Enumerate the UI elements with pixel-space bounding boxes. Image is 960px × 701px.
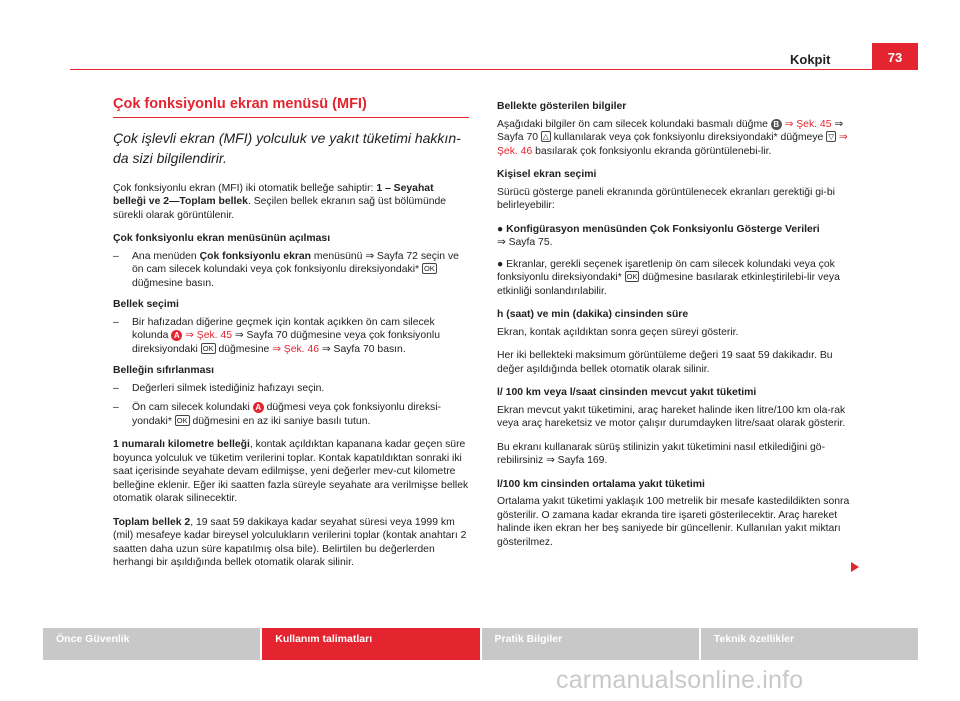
ok-key-icon: OK <box>202 343 214 353</box>
section-title: Çok fonksiyonlu ekran menüsü (MFI) <box>113 98 469 118</box>
current-fuel-paragraph-2: Bu ekranı kullanarak sürüş stilinizin yakıt tüketimini nasıl etkilediğini gö-rebilirsiniz ⇒ Sayfa 169. <box>497 441 826 466</box>
intro-paragraph: Çok fonksiyonlu ekran (MFI) iki otomatik belleğe sahiptir: 1 – Seyahat belleği ve 2—Toplam bellek. Seçilen bellek ekranın sağ üst bölümünde sürekli olarak görüntülenir. <box>113 182 447 221</box>
step-open-menu: – Ana menüden Çok fonksiyonlu ekran menüsünü ⇒ Sayfa 72 seçin ve ön cam silecek kolundaki veya çok fonksiyonlu direksiyondaki* OK düğmesine basın. <box>113 250 459 289</box>
current-fuel-paragraph-1: Ekran mevcut yakıt tüketimini, araç hareket halinde iken litre/100 km ola-rak veya araç hareketsiz ve motor çalışır durumdayken litre/saat olarak gösterir. <box>497 404 846 429</box>
page-number: 73 <box>872 43 918 70</box>
total-memory-paragraph: Toplam bellek 2, 19 saat 59 dakikaya kadar seyahat süresi veya 1999 km (mil) mesafeye kadar bireysel yolculukların verilerini toplar (kontak anahtarı 2 saatten daha uzun süre kapatılmış olsa bile). Belirtilen bu değerlerden herhangi bir aşıldığında bellek otomatik olarak silinir. <box>113 516 467 568</box>
tab-operation[interactable]: Kullanım talimatları <box>262 628 479 660</box>
bullet-config-menu: ● Konfigürasyon menüsünden Çok Fonksiyonlu Gösterge Verileri ⇒ Sayfa 75. <box>497 223 820 248</box>
right-column <box>497 100 859 559</box>
heading-memory-reset: Belleğin sıfırlanması <box>113 365 215 376</box>
tab-practical[interactable]: Pratik Bilgiler <box>482 628 699 660</box>
figure-ref-link[interactable]: ⇒ Şek. 45 <box>182 330 233 341</box>
left-column <box>113 98 469 580</box>
ok-key-icon: OK <box>176 415 188 425</box>
heading-duration: h (saat) ve min (dakika) cinsinden süre <box>497 309 689 320</box>
bullet-activate-screens: ● Ekranlar, gerekli seçenek işaretlenip ön cam silecek kolundaki veya çok fonksiyonlu direksiyondaki* OK düğmesine basılarak etkinleştirilebi-lir veya etkinliği sonlandırılabilir. <box>497 258 840 297</box>
chapter-title: Kokpit <box>790 52 831 67</box>
duration-paragraph-2: Her iki bellekteki maksimum görüntüleme değeri 19 saat 59 dakikadır. Bu değer aşıldığında bellek otomatik olarak silinir. <box>497 350 833 375</box>
up-key-icon: △ <box>542 132 549 141</box>
figure-ref-link[interactable]: ⇒ Şek. 46 <box>497 132 848 157</box>
bullet-icon: ● <box>497 258 504 270</box>
duration-paragraph-1: Ekran, kontak açıldıktan sonra geçen süreyi gösterir. <box>497 326 739 338</box>
trip-memory-paragraph: 1 numaralı kilometre belleği, kontak açıldıktan kapanana kadar geçen süre boyunca yolculuk ve tüketim verilerini toplar. Kontak kapatıldıktan sonraki iki saat içerisinde seyahate devam edilmişse, yeni değerler mev-cut kilometre belleğine eklenir. Eğer iki saatten fazla süreyle seyahate ara verilmişse bellek otomatik olarak silinecektir. <box>113 439 469 504</box>
heading-open-menu: Çok fonksiyonlu ekran menüsünün açılması <box>113 233 331 244</box>
dash-marker: – <box>113 382 119 394</box>
bullet-icon: ● <box>497 223 504 235</box>
header-divider <box>70 69 918 70</box>
figure-ref-link[interactable]: ⇒ Şek. 46 <box>272 343 320 355</box>
continue-arrow-icon <box>851 562 859 572</box>
ok-key-icon: OK <box>423 264 435 273</box>
button-b-icon: B <box>771 119 782 130</box>
step-memory-select: – Bir hafızadan diğerine geçmek için kontak açıkken ön cam silecek kolunda A ⇒ Şek. 45 ⇒ Sayfa 70 düğmesine veya çok fonksiyonlu direksiyondaki OK düğmesine ⇒ Şek. 46 ⇒ Sayfa 70 basın. <box>113 316 440 355</box>
button-a-icon: A <box>171 330 182 341</box>
average-fuel-paragraph: Ortalama yakıt tüketimi yaklaşık 100 metrelik bir mesafe kastedildikten sonra gösterilir. O zamana kadar ekranda tire işareti gösterilecektir. Araç hareket halinde iken ekran her beş saniyede bir güncellenir. Kullanılan yakıt miktarı gösterilmez. <box>497 496 850 548</box>
dash-marker: – <box>113 316 119 328</box>
step-reset-2: – Ön cam silecek kolundaki A düğmesi veya çok fonksiyonlu direksi-yondaki* OK düğmesini en az iki saniye basılı tutun. <box>113 402 441 427</box>
tab-technical[interactable]: Teknik özellikler <box>701 628 918 660</box>
footer-tabs <box>43 628 918 660</box>
heading-current-fuel: l/ 100 km veya l/saat cinsinden mevcut yakıt tüketimi <box>497 387 757 398</box>
dash-marker: – <box>113 250 119 262</box>
heading-shown-info: Bellekte gösterilen bilgiler <box>497 101 627 112</box>
figure-ref-link[interactable]: ⇒ Şek. 45 <box>781 118 832 130</box>
ok-key-icon: OK <box>626 272 638 281</box>
heading-personal-screen: Kişisel ekran seçimi <box>497 169 597 180</box>
shown-info-paragraph: Aşağıdaki bilgiler ön cam silecek kolundaki basmalı düğme B ⇒ Şek. 45 ⇒ Sayfa 70 △ kullanılarak veya çok fonksiyonlu direksiyondaki* düğmeye ▽ ⇒ Şek. 46 basılarak çok fonksiyonlu ekranda görüntülenebi-lir. <box>497 118 848 157</box>
personal-paragraph: Sürücü gösterge paneli ekranında görüntülenecek ekranları gerektiği gi-bi belirleyebilir: <box>497 186 835 211</box>
lead-text: Çok işlevli ekran (MFI) yolculuk ve yakıt tüketimi hakkın-da sizi bilgilendirir. <box>113 129 461 166</box>
tab-safety[interactable]: Önce Güvenlik <box>43 628 260 660</box>
button-a-icon: A <box>253 402 264 413</box>
heading-memory-select: Bellek seçimi <box>113 299 179 310</box>
watermark: carmanualsonline.info <box>556 666 804 694</box>
dash-marker: – <box>113 402 119 413</box>
step-reset-1: – Değerleri silmek istediğiniz hafızayı seçin. <box>113 382 325 394</box>
down-key-icon: ▽ <box>828 132 834 141</box>
heading-average-fuel: l/100 km cinsinden ortalama yakıt tüketimi <box>497 478 705 490</box>
